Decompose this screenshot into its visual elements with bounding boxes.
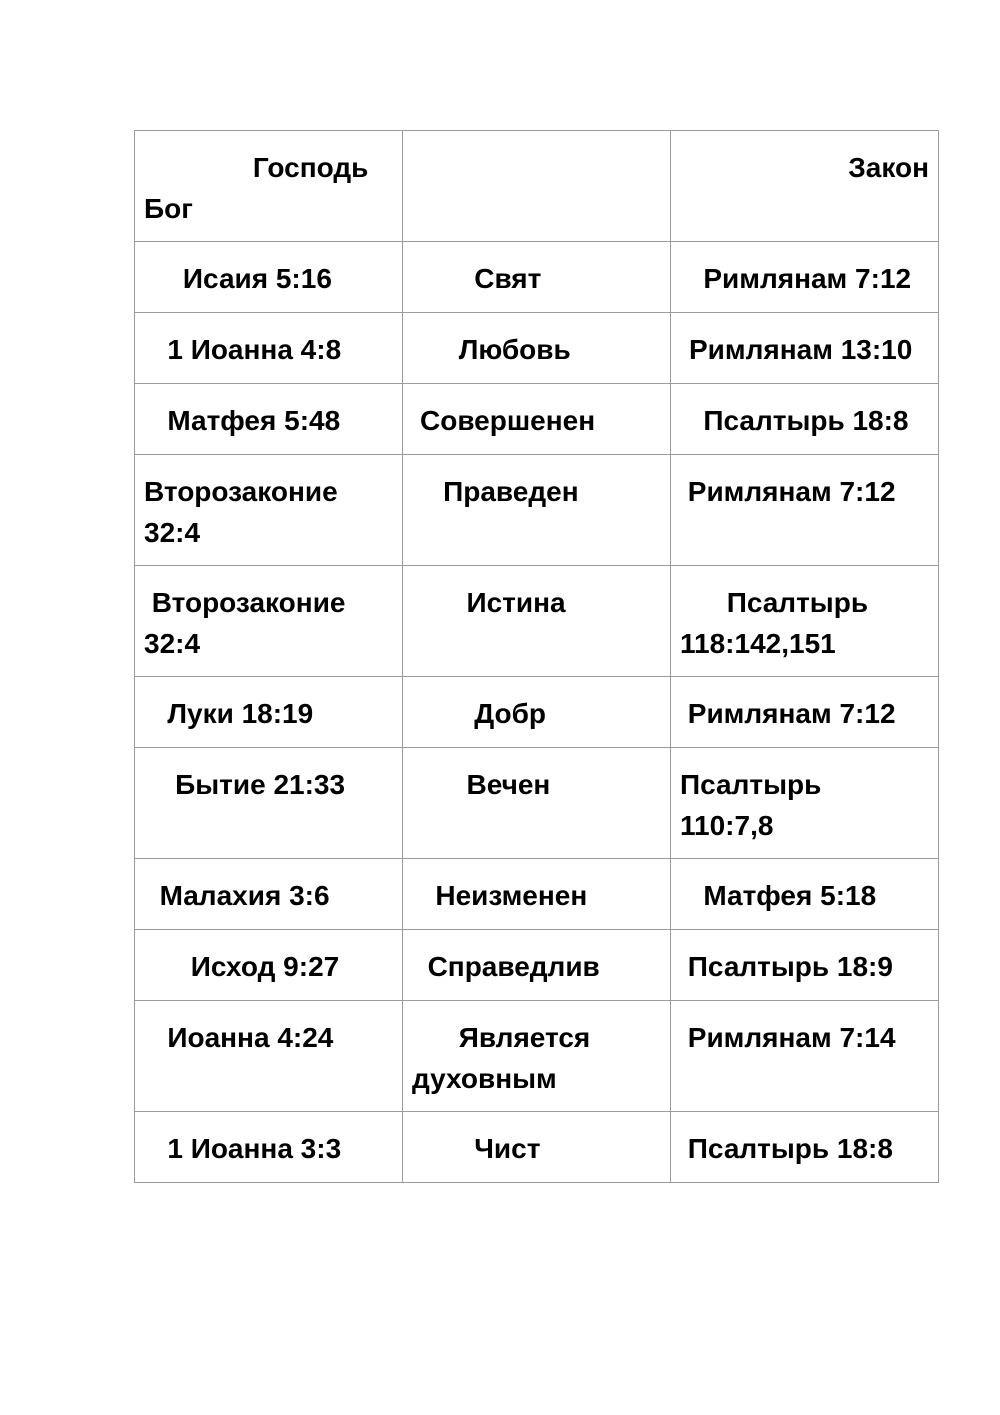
attribute: Свят xyxy=(403,242,671,313)
god-ref: Луки 18:19 xyxy=(135,677,403,748)
law-ref: Псалтырь 18:8 xyxy=(671,384,939,455)
law-ref: Римлянам 7:12 xyxy=(671,455,939,566)
attribute: Добр xyxy=(403,677,671,748)
table-row xyxy=(135,930,939,1001)
table-row xyxy=(135,1001,939,1112)
god-ref: Малахия 3:6 xyxy=(135,859,403,930)
attribute: Справедлив xyxy=(403,930,671,1001)
law-ref: Римлянам 7:12 xyxy=(671,242,939,313)
attribute: Любовь xyxy=(403,313,671,384)
attribute: Совершенен xyxy=(403,384,671,455)
table-row xyxy=(135,566,939,677)
attribute: Является духовным xyxy=(403,1001,671,1112)
attribute: Истина xyxy=(403,566,671,677)
god-ref: Исаия 5:16 xyxy=(135,242,403,313)
table-row xyxy=(135,384,939,455)
god-ref: Бытие 21:33 xyxy=(135,748,403,859)
law-ref: Псалтырь 118:142,151 xyxy=(671,566,939,677)
attribute: Праведен xyxy=(403,455,671,566)
table-row xyxy=(135,677,939,748)
table-row xyxy=(135,455,939,566)
header-law: Закон xyxy=(671,131,939,242)
table-row xyxy=(135,859,939,930)
header-empty xyxy=(403,131,671,242)
table-row xyxy=(135,748,939,859)
attribute: Вечен xyxy=(403,748,671,859)
law-ref: Римлянам 7:14 xyxy=(671,1001,939,1112)
god-ref: Матфея 5:48 xyxy=(135,384,403,455)
attribute: Чист xyxy=(403,1112,671,1183)
attribute: Неизменен xyxy=(403,859,671,930)
table-row xyxy=(135,313,939,384)
god-ref: Исход 9:27 xyxy=(135,930,403,1001)
god-ref: Второзаконие 32:4 xyxy=(135,455,403,566)
law-ref: Римлянам 7:12 xyxy=(671,677,939,748)
god-ref: 1 Иоанна 3:3 xyxy=(135,1112,403,1183)
table-row xyxy=(135,242,939,313)
god-ref: Второзаконие 32:4 xyxy=(135,566,403,677)
header-row xyxy=(135,131,939,242)
law-ref: Псалтырь 18:9 xyxy=(671,930,939,1001)
law-ref: Псалтырь 18:8 xyxy=(671,1112,939,1183)
god-ref: Иоанна 4:24 xyxy=(135,1001,403,1112)
law-ref: Псалтырь 110:7,8 xyxy=(671,748,939,859)
law-ref: Римлянам 13:10 xyxy=(671,313,939,384)
law-ref: Матфея 5:18 xyxy=(671,859,939,930)
attributes-table xyxy=(134,130,939,1183)
table-row xyxy=(135,1112,939,1183)
header-god: Господь Бог xyxy=(135,131,403,242)
god-ref: 1 Иоанна 4:8 xyxy=(135,313,403,384)
